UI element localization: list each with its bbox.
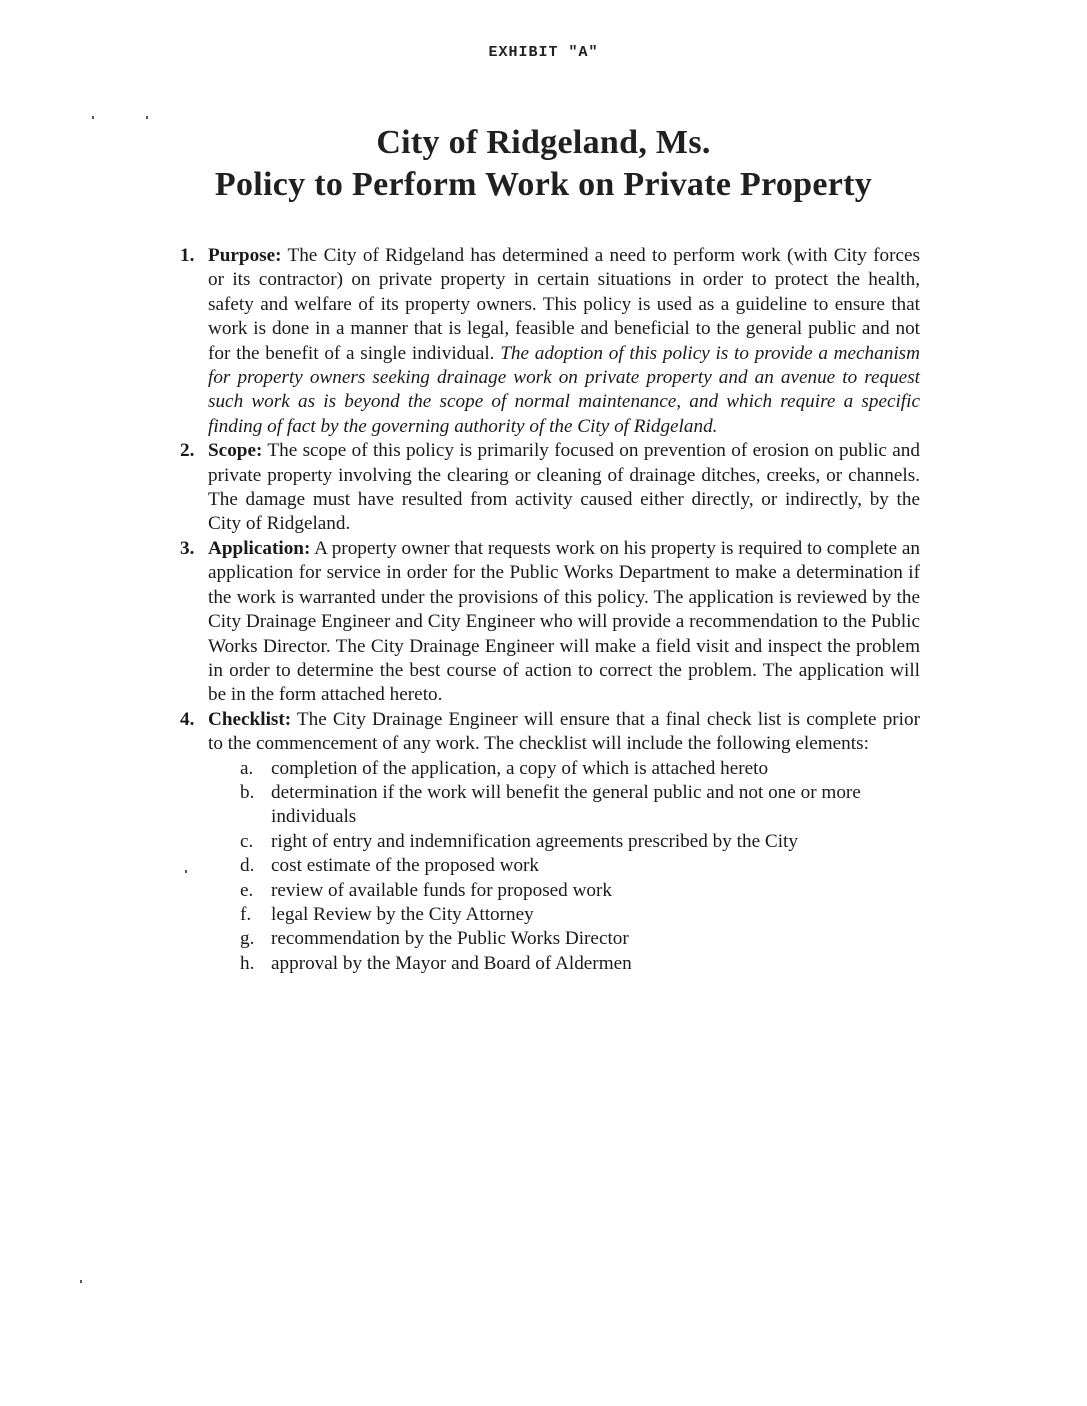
item-letter: g. bbox=[240, 928, 255, 950]
section-text: The scope of this policy is primarily focused on prevention of erosion on public and private property involving the clearing or cleaning of drainage ditches, creeks, or channels. The damage must have resulted from activity caused either directly, or indirectly, by the City of Ridgeland. bbox=[208, 440, 920, 535]
checklist-item bbox=[240, 903, 920, 927]
item-text: cost estimate of the proposed work bbox=[271, 855, 540, 877]
checklist-item bbox=[240, 952, 920, 976]
item-letter: b. bbox=[240, 781, 255, 803]
checklist-item bbox=[240, 854, 920, 878]
checklist-items bbox=[176, 757, 920, 977]
policy-body bbox=[176, 244, 920, 976]
section-label: Purpose: bbox=[208, 245, 282, 266]
checklist-item bbox=[240, 830, 920, 854]
section-purpose bbox=[176, 244, 920, 439]
section-number: 4. bbox=[180, 708, 195, 730]
item-text: right of entry and indemnification agreements prescribed by the City bbox=[271, 830, 798, 852]
item-letter: f. bbox=[240, 903, 252, 925]
item-letter: h. bbox=[240, 952, 255, 974]
section-scope bbox=[176, 439, 920, 537]
item-letter: e. bbox=[240, 879, 254, 901]
scan-speck bbox=[146, 116, 148, 119]
checklist-item bbox=[240, 927, 920, 951]
section-checklist bbox=[176, 708, 920, 757]
section-label: Scope: bbox=[208, 440, 263, 462]
scan-speck bbox=[92, 116, 94, 119]
section-number: 1. bbox=[180, 245, 195, 266]
checklist-item bbox=[240, 879, 920, 903]
checklist-item bbox=[240, 757, 920, 781]
section-text: The City Drainage Engineer will ensure that a final check list is complete prior to the commencement of any work. The checklist will include the following elements: bbox=[208, 708, 920, 755]
item-text: determination if the work will benefit the general public and not one or more individuals bbox=[271, 781, 861, 828]
section-text: A property owner that requests work on his property is required to complete an application for service in order for the Public Works Department to make a determination if the work is warranted under the provisions of this policy. The application is reviewed by the City Drainage Engineer and City Engineer who will provide a recommendation to the Public Works Director. The City Drainage Engineer will make a field visit and inspect the problem in order to determine the best course of action to correct the problem. The application will be in the form attached hereto. bbox=[208, 537, 920, 706]
section-number: 3. bbox=[180, 537, 195, 559]
item-letter: d. bbox=[240, 855, 255, 877]
checklist-item bbox=[240, 781, 920, 830]
section-label: Application: bbox=[208, 537, 311, 559]
item-text: legal Review by the City Attorney bbox=[271, 903, 534, 925]
section-text: The City of Ridgeland has determined a need to perform work (with City forces or its contractor) on private property in certain situations in order to protect the health, safety and welfare of its property owners. This policy is used as a guideline to ensure that work is done in a manner that is legal, feasible and beneficial to the general public and not for the benefit of a single individual. bbox=[208, 245, 920, 364]
section-italic-text: The adoption of this policy is to provide a mechanism for property owners seeking drainage work on private property and an avenue to request such work as is beyond the scope of normal maintenance, and which require a specific finding of fact by the governing authority of the City of Ridgeland. bbox=[208, 342, 920, 437]
section-number: 2. bbox=[180, 440, 195, 462]
item-letter: c. bbox=[240, 830, 254, 852]
scan-speck bbox=[80, 1280, 82, 1283]
document-subtitle: Policy to Perform Work on Private Property bbox=[214, 166, 873, 203]
document-title: City of Ridgeland, Ms. bbox=[376, 124, 711, 161]
item-text: recommendation by the Public Works Director bbox=[271, 928, 629, 950]
item-letter: a. bbox=[240, 757, 254, 779]
section-application bbox=[176, 537, 920, 708]
section-label: Checklist: bbox=[208, 708, 292, 730]
item-text: review of available funds for proposed work bbox=[271, 879, 612, 901]
exhibit-label: EXHIBIT "A" bbox=[488, 44, 599, 61]
item-text: approval by the Mayor and Board of Aldermen bbox=[271, 952, 632, 974]
item-text: completion of the application, a copy of which is attached hereto bbox=[271, 757, 769, 779]
